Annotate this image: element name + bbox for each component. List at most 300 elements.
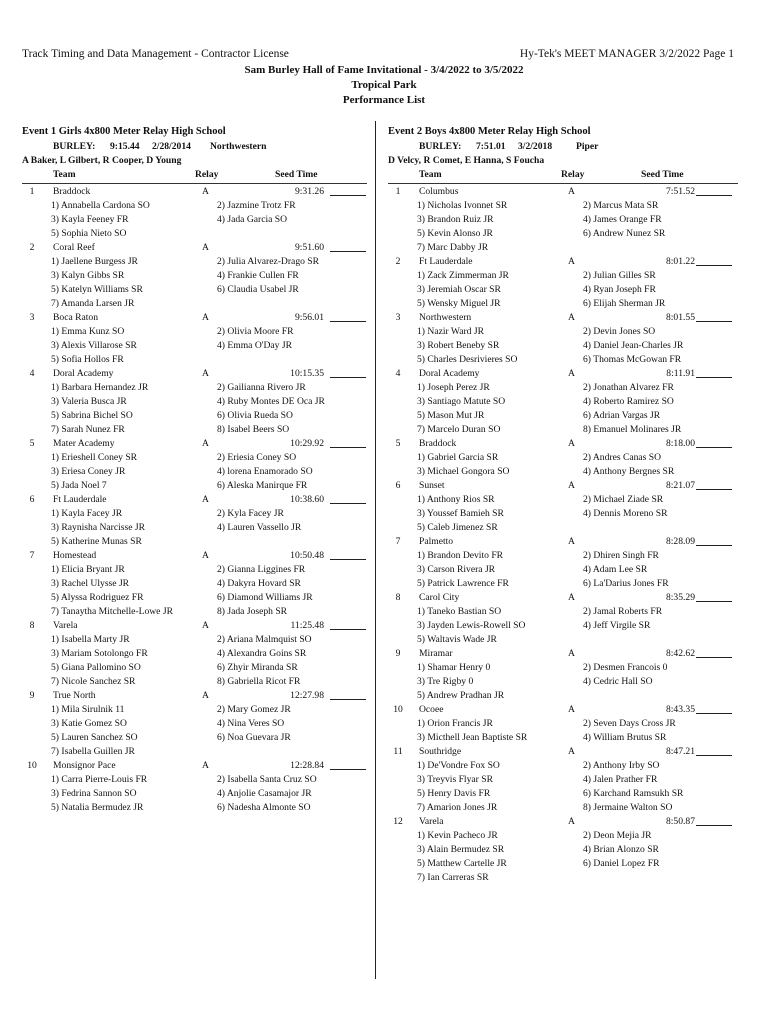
header-relay: Relay	[561, 169, 585, 180]
athlete-name: 8) Jermaine Walton SO	[583, 802, 673, 813]
relay-letter: A	[202, 550, 209, 561]
athlete-row	[22, 717, 367, 731]
athlete-name: 3) Santiago Matute SO	[417, 396, 506, 407]
athlete-row	[22, 801, 367, 815]
athlete-name: 4) Lauren Vassello JR	[217, 522, 302, 533]
seed-time: 8:01.55	[665, 312, 695, 323]
team-name: Monsignor Pace	[53, 760, 116, 771]
team-row	[22, 689, 367, 703]
athlete-name: 3) Robert Beneby SR	[417, 340, 500, 351]
athlete-name: 2) Olivia Moore FR	[217, 326, 294, 337]
place-number: 5	[395, 438, 401, 449]
athlete-name: 1) Emma Kunz SO	[51, 326, 125, 337]
place-number: 5	[29, 438, 35, 449]
athlete-name: 3) Alain Bermudez SR	[417, 844, 505, 855]
athlete-name: 3) Kalyn Gibbs SR	[51, 270, 125, 281]
athlete-name: 7) Sarah Nunez FR	[51, 424, 125, 435]
athlete-name: 5) Sophia Nieto SO	[51, 228, 127, 239]
team-row	[22, 367, 367, 381]
license-text: Track Timing and Data Management - Contractor License	[22, 48, 289, 60]
place-number: 8	[395, 592, 401, 603]
athlete-name: 2) Jonathan Alvarez FR	[583, 382, 674, 393]
place-number: 11	[393, 746, 403, 757]
athlete-name: 4) Anthony Bergnes SR	[583, 466, 675, 477]
athlete-row	[388, 283, 738, 297]
athlete-name: 1) Shamar Henry 0	[417, 662, 491, 673]
athlete-row	[22, 269, 367, 283]
athlete-name: 1) Kayla Facey JR	[51, 508, 123, 519]
team-row	[22, 619, 367, 633]
seed-time: 10:38.60	[290, 494, 324, 505]
athlete-name: 2) Deon Mejia JR	[583, 830, 652, 841]
athlete-row	[388, 269, 738, 283]
relay-letter: A	[568, 480, 575, 491]
header-seed: Seed Time	[275, 169, 318, 180]
seed-time: 9:31.26	[294, 186, 324, 197]
record-line	[22, 140, 367, 154]
athlete-row	[388, 731, 738, 745]
athlete-name: 7) Ian Carreras SR	[417, 872, 489, 883]
athlete-name: 2) Seven Days Cross JR	[583, 718, 676, 729]
athlete-name: 4) Cedric Hall SO	[583, 676, 653, 687]
athlete-name: 1) Barbara Hernandez JR	[51, 382, 149, 393]
athlete-name: 8) Gabriella Ricot FR	[217, 676, 301, 687]
athlete-row	[22, 661, 367, 675]
athlete-name: 4) Nina Veres SO	[217, 718, 285, 729]
athlete-name: 6) La'Darius Jones FR	[583, 578, 669, 589]
team-name: Sunset	[419, 480, 445, 491]
relay-letter: A	[568, 648, 575, 659]
athlete-row	[388, 395, 738, 409]
seed-time: 10:50.48	[290, 550, 324, 561]
athlete-row	[22, 451, 367, 465]
record-label: BURLEY:	[419, 141, 462, 152]
athlete-row	[22, 535, 367, 549]
team-row	[22, 549, 367, 563]
result-line	[330, 185, 366, 196]
record-date: 2/28/2014	[152, 141, 191, 152]
athlete-row	[22, 703, 367, 717]
team-name: Coral Reef	[53, 242, 95, 253]
athlete-name: 6) Aleska Manirque FR	[217, 480, 308, 491]
athlete-row	[388, 521, 738, 535]
result-line	[696, 367, 732, 378]
athlete-name: 3) Jayden Lewis-Rowell SO	[417, 620, 526, 631]
athlete-row	[22, 647, 367, 661]
relay-letter: A	[202, 312, 209, 323]
athlete-name: 1) Nicholas Ivonnet SR	[417, 200, 508, 211]
team-row	[388, 479, 738, 493]
athlete-name: 2) Devin Jones SO	[583, 326, 656, 337]
athlete-name: 2) Desmen Francois 0	[583, 662, 668, 673]
athlete-name: 4) William Brutus SR	[583, 732, 667, 743]
athlete-name: 5) Giana Pallomino SO	[51, 662, 141, 673]
athlete-row	[22, 773, 367, 787]
team-name: Northwestern	[419, 312, 472, 323]
seed-time: 8:35.29	[665, 592, 695, 603]
athlete-name: 2) Anthony Irby SO	[583, 760, 660, 771]
team-name: Braddock	[53, 186, 91, 197]
team-name: Doral Academy	[419, 368, 480, 379]
seed-time: 10:15.35	[290, 368, 324, 379]
athlete-name: 8) Isabel Beers SO	[217, 424, 290, 435]
team-name: Varela	[53, 620, 78, 631]
place-number: 12	[393, 816, 403, 827]
athlete-name: 3) Carson Rivera JR	[417, 564, 496, 575]
athlete-name: 6) Claudia Usabel JR	[217, 284, 299, 295]
event-column-left	[22, 124, 367, 815]
athlete-row	[388, 227, 738, 241]
team-name: Braddock	[419, 438, 457, 449]
athlete-name: 4) Jalen Prather FR	[583, 774, 658, 785]
athlete-row	[22, 577, 367, 591]
athlete-name: 7) Amanda Larsen JR	[51, 298, 135, 309]
report-title: Performance List	[342, 94, 426, 106]
team-name: True North	[53, 690, 96, 701]
seed-time: 11:25.48	[290, 620, 324, 631]
seed-time: 12:27.98	[290, 690, 324, 701]
athlete-name: 5) Sofia Hollos FR	[51, 354, 124, 365]
athlete-name: 4) Adam Lee SR	[583, 564, 648, 575]
team-row	[388, 815, 738, 829]
athlete-row	[22, 465, 367, 479]
result-line	[696, 437, 732, 448]
athlete-name: 4) Dennis Moreno SR	[583, 508, 668, 519]
athlete-name: 1) Zack Zimmerman JR	[417, 270, 509, 281]
result-line	[696, 479, 732, 490]
athlete-row	[22, 675, 367, 689]
record-date: 3/2/2018	[518, 141, 553, 152]
athlete-name: 3) Micthell Jean Baptiste SR	[417, 732, 528, 743]
seed-time: 8:47.21	[665, 746, 695, 757]
athlete-row	[22, 325, 367, 339]
event-column-right	[388, 124, 738, 885]
athlete-row	[22, 409, 367, 423]
team-row	[388, 535, 738, 549]
athlete-name: 2) Gianna Liggines FR	[217, 564, 306, 575]
athlete-name: 6) Karchand Ramsukh SR	[583, 788, 684, 799]
athlete-row	[388, 857, 738, 871]
athlete-row	[22, 423, 367, 437]
athlete-name: 3) Youssef Bamieh SR	[417, 508, 504, 519]
team-name: Ft Lauderdale	[419, 256, 473, 267]
athlete-row	[22, 339, 367, 353]
place-number: 4	[395, 368, 401, 379]
seed-time: 8:18.00	[665, 438, 695, 449]
athlete-name: 5) Patrick Lawrence FR	[417, 578, 509, 589]
athlete-row	[388, 843, 738, 857]
athlete-name: 2) Marcus Mata SR	[583, 200, 659, 211]
athlete-name: 2) Julia Alvarez-Drago SR	[217, 256, 320, 267]
place-number: 10	[27, 760, 37, 771]
seed-time: 12:28.84	[290, 760, 324, 771]
seed-time: 8:28.09	[665, 536, 695, 547]
team-row	[388, 255, 738, 269]
relay-letter: A	[568, 438, 575, 449]
athlete-row	[22, 745, 367, 759]
athlete-name: 1) Anthony Rios SR	[417, 494, 495, 505]
athlete-row	[388, 563, 738, 577]
result-line	[696, 535, 732, 546]
header-team: Team	[419, 169, 442, 180]
column-headers	[22, 168, 367, 184]
athlete-row	[388, 787, 738, 801]
athlete-name: 4) Anjolie Casamajor JR	[217, 788, 312, 799]
athlete-name: 4) Frankie Cullen FR	[217, 270, 299, 281]
athlete-name: 1) Joseph Perez JR	[417, 382, 490, 393]
athlete-row	[22, 591, 367, 605]
record-line	[388, 140, 738, 154]
athlete-name: 1) Carra Pierre-Louis FR	[51, 774, 148, 785]
athlete-name: 3) Tre Rigby 0	[417, 676, 474, 687]
athlete-name: 1) Annabella Cardona SO	[51, 200, 150, 211]
athlete-row	[22, 297, 367, 311]
event-title: Event 1 Girls 4x800 Meter Relay High School	[22, 126, 226, 137]
result-line	[696, 703, 732, 714]
result-line	[330, 759, 366, 770]
team-name: Doral Academy	[53, 368, 114, 379]
athlete-row	[22, 605, 367, 619]
seed-time: 8:11.91	[666, 368, 695, 379]
relay-letter: A	[202, 690, 209, 701]
athlete-name: 5) Jada Noel 7	[51, 480, 107, 491]
athlete-name: 4) Ryan Joseph FR	[583, 284, 656, 295]
team-row	[388, 647, 738, 661]
result-line	[330, 619, 366, 630]
relay-letter: A	[568, 704, 575, 715]
place-number: 1	[29, 186, 35, 197]
athlete-row	[22, 255, 367, 269]
header-team: Team	[53, 169, 76, 180]
athlete-name: 5) Mason Mut JR	[417, 410, 485, 421]
athlete-row	[22, 731, 367, 745]
athlete-row	[388, 689, 738, 703]
athlete-row	[22, 199, 367, 213]
athlete-row	[388, 325, 738, 339]
athlete-name: 6) Elijah Sherman JR	[583, 298, 666, 309]
relay-letter: A	[568, 368, 575, 379]
team-name: Palmetto	[419, 536, 454, 547]
athlete-name: 2) Jazmine Trotz FR	[217, 200, 296, 211]
relay-letter: A	[202, 438, 209, 449]
relay-letter: A	[568, 256, 575, 267]
athlete-name: 3) Katie Gomez SO	[51, 718, 127, 729]
athlete-name: 5) Lauren Sanchez SO	[51, 732, 138, 743]
team-name: Carol City	[419, 592, 460, 603]
result-line	[696, 745, 732, 756]
place-number: 3	[395, 312, 401, 323]
athlete-name: 5) Henry Davis FR	[417, 788, 491, 799]
team-name: Southridge	[419, 746, 462, 757]
result-line	[330, 689, 366, 700]
athlete-row	[388, 353, 738, 367]
result-line	[696, 591, 732, 602]
seed-time: 8:50.87	[665, 816, 695, 827]
athlete-name: 4) James Orange FR	[583, 214, 662, 225]
athlete-name: 4) Emma O'Day JR	[217, 340, 293, 351]
athlete-name: 5) Andrew Pradhan JR	[417, 690, 505, 701]
place-number: 7	[29, 550, 35, 561]
athlete-row	[22, 787, 367, 801]
relay-letter: A	[568, 746, 575, 757]
athlete-name: 2) Isabella Santa Cruz SO	[217, 774, 317, 785]
athlete-name: 1) Jaellene Burgess JR	[51, 256, 138, 267]
team-name: Columbus	[419, 186, 459, 197]
athlete-name: 1) Taneko Bastian SO	[417, 606, 502, 617]
athlete-name: 3) Fedrina Sannon SO	[51, 788, 137, 799]
team-row	[22, 241, 367, 255]
place-number: 4	[29, 368, 35, 379]
record-label: BURLEY:	[53, 141, 96, 152]
seed-time: 10:29.92	[290, 438, 324, 449]
athlete-row	[388, 339, 738, 353]
athlete-name: 3) Eriesa Coney JR	[51, 466, 126, 477]
place-number: 7	[395, 536, 401, 547]
athlete-name: 1) De'Vondre Fox SO	[417, 760, 500, 771]
team-row	[388, 703, 738, 717]
athlete-name: 7) Amarion Jones JR	[417, 802, 498, 813]
athlete-name: 1) Brandon Devito FR	[417, 550, 504, 561]
record-team: Piper	[576, 141, 599, 152]
seed-time: 7:51.52	[665, 186, 695, 197]
result-line	[330, 493, 366, 504]
athlete-row	[388, 451, 738, 465]
result-line	[696, 815, 732, 826]
athlete-name: 3) Kayla Feeney FR	[51, 214, 129, 225]
athlete-row	[22, 563, 367, 577]
athlete-name: 8) Jada Joseph SR	[217, 606, 288, 617]
athlete-row	[388, 661, 738, 675]
result-line	[330, 437, 366, 448]
seed-time: 8:01.22	[665, 256, 695, 267]
athlete-row	[388, 605, 738, 619]
team-row	[22, 437, 367, 451]
result-line	[696, 255, 732, 266]
team-row	[22, 311, 367, 325]
team-row	[388, 745, 738, 759]
athlete-row	[388, 801, 738, 815]
athlete-name: 6) Andrew Nunez SR	[583, 228, 666, 239]
athlete-name: 4) Daniel Jean-Charles JR	[583, 340, 684, 351]
team-row	[22, 185, 367, 199]
place-number: 9	[29, 690, 35, 701]
seed-time: 8:21.07	[665, 480, 695, 491]
place-number: 3	[29, 312, 35, 323]
athlete-name: 1) Nazir Ward JR	[417, 326, 484, 337]
seed-time: 9:51.60	[294, 242, 324, 253]
athlete-name: 8) Emanuel Molinares JR	[583, 424, 682, 435]
athlete-name: 2) Julian Gilles SR	[583, 270, 656, 281]
place-number: 8	[29, 620, 35, 631]
team-name: Ft Lauderdale	[53, 494, 107, 505]
result-line	[330, 367, 366, 378]
relay-letter: A	[202, 242, 209, 253]
athlete-name: 2) Andres Canas SO	[583, 452, 662, 463]
result-line	[696, 185, 732, 196]
team-name: Homestead	[53, 550, 97, 561]
athlete-row	[388, 241, 738, 255]
relay-letter: A	[202, 494, 209, 505]
athlete-name: 4) Jada Garcia SO	[217, 214, 288, 225]
athlete-name: 2) Gailianna Rivero JR	[217, 382, 306, 393]
athlete-name: 1) Isabella Marty JR	[51, 634, 130, 645]
relay-letter: A	[568, 312, 575, 323]
relay-letter: A	[202, 186, 209, 197]
team-name: Boca Raton	[53, 312, 99, 323]
athlete-name: 6) Noa Guevara JR	[217, 732, 291, 743]
athlete-name: 2) Ariana Malmquist SO	[217, 634, 312, 645]
athlete-name: 3) Alexis Villarose SR	[51, 340, 137, 351]
athlete-name: 6) Adrian Vargas JR	[583, 410, 661, 421]
athlete-row	[388, 493, 738, 507]
athlete-name: 4) lorena Enamorado SO	[217, 466, 313, 477]
record-holders: A Baker, L Gilbert, R Cooper, D Young	[22, 155, 182, 166]
relay-letter: A	[202, 620, 209, 631]
result-line	[330, 311, 366, 322]
place-number: 9	[395, 648, 401, 659]
athlete-row	[388, 773, 738, 787]
athlete-row	[388, 465, 738, 479]
result-line	[696, 647, 732, 658]
athlete-name: 7) Marcelo Duran SO	[417, 424, 501, 435]
athlete-row	[388, 507, 738, 521]
team-name: Ocoee	[419, 704, 444, 715]
venue-title: Tropical Park	[351, 79, 417, 91]
athlete-name: 1) Erieshell Coney SR	[51, 452, 138, 463]
athlete-name: 2) Michael Ziade SR	[583, 494, 664, 505]
athlete-row	[22, 521, 367, 535]
place-number: 6	[29, 494, 35, 505]
team-name: Miramar	[419, 648, 453, 659]
athlete-row	[22, 353, 367, 367]
athlete-name: 3) Jeremiah Oscar SR	[417, 284, 501, 295]
meet-title: Sam Burley Hall of Fame Invitational - 3/4/2022 to 3/5/2022	[244, 64, 524, 76]
header-seed: Seed Time	[641, 169, 684, 180]
result-line	[696, 311, 732, 322]
athlete-name: 7) Nicole Sanchez SR	[51, 676, 136, 687]
athlete-name: 5) Natalia Bermudez JR	[51, 802, 144, 813]
athlete-name: 7) Marc Dabby JR	[417, 242, 489, 253]
athlete-name: 2) Dhiren Singh FR	[583, 550, 659, 561]
place-number: 2	[395, 256, 401, 267]
athlete-name: 6) Diamond Williams JR	[217, 592, 313, 603]
athlete-row	[388, 871, 738, 885]
athlete-name: 4) Roberto Ramirez SO	[583, 396, 674, 407]
athlete-row	[388, 619, 738, 633]
record-holders: D Velcy, R Comet, E Hanna, S Foucha	[388, 155, 545, 166]
team-row	[388, 311, 738, 325]
athlete-row	[22, 633, 367, 647]
athlete-row	[388, 409, 738, 423]
result-line	[330, 241, 366, 252]
seed-time: 9:56.01	[294, 312, 324, 323]
athlete-name: 4) Dakyra Hovard SR	[217, 578, 301, 589]
athlete-row	[388, 829, 738, 843]
athlete-name: 6) Zhyir Miranda SR	[217, 662, 298, 673]
athlete-name: 3) Raynisha Narcisse JR	[51, 522, 146, 533]
athlete-row	[388, 759, 738, 773]
athlete-name: 1) Elicia Bryant JR	[51, 564, 125, 575]
place-number: 6	[395, 480, 401, 491]
athlete-name: 2) Jamal Roberts FR	[583, 606, 663, 617]
athlete-name: 5) Kevin Alonso JR	[417, 228, 493, 239]
athlete-name: 2) Kyla Facey JR	[217, 508, 284, 519]
athlete-name: 7) Tanaytha Mitchelle-Lowe JR	[51, 606, 173, 617]
athlete-row	[388, 297, 738, 311]
athlete-name: 3) Treyvis Flyar SR	[417, 774, 493, 785]
athlete-name: 4) Jeff Virgile SR	[583, 620, 651, 631]
athlete-name: 5) Sabrina Bichel SO	[51, 410, 133, 421]
